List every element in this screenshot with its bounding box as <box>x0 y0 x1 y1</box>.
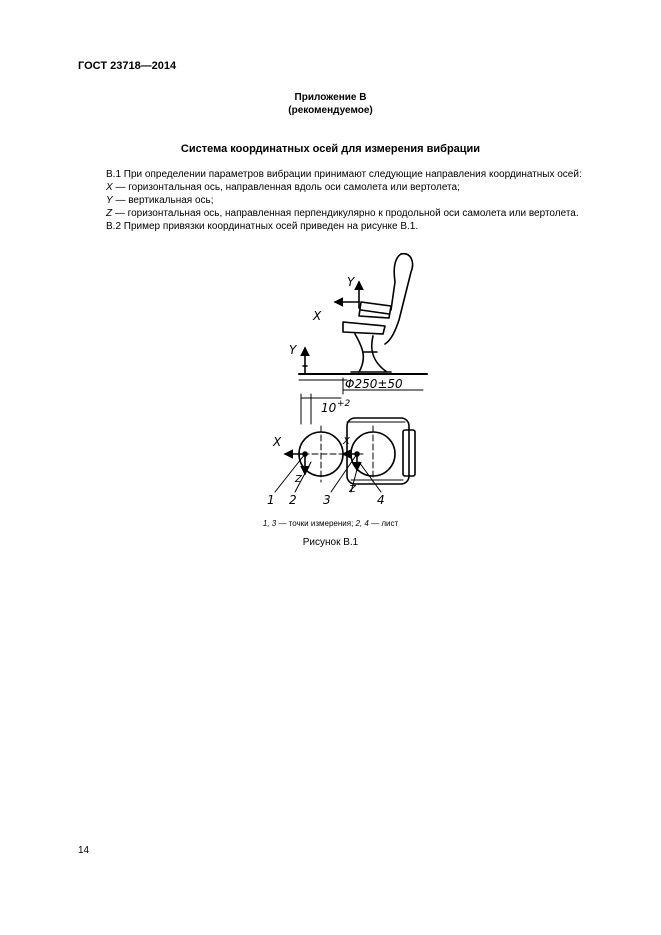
callout-2: 2 <box>289 493 297 507</box>
seat-plan-outline <box>347 418 409 484</box>
label-x-left: X <box>273 435 282 449</box>
caption-points: 1, 3 <box>262 519 277 528</box>
label-y-top: Y <box>347 275 355 289</box>
label-z-left: Z <box>295 474 302 485</box>
z-axis-text: — горизонтальная ось, направленная перпендикулярно к продольной оси самолета или вертолета. <box>112 208 579 219</box>
y-axis-text: — вертикальная ось; <box>112 195 214 206</box>
annex-title: Приложение В <box>294 92 367 103</box>
callout-3: 3 <box>323 493 331 507</box>
body-text <box>106 168 582 233</box>
label-z-right: Z <box>349 484 356 495</box>
section-title: Система координатных осей для измерения вибрации <box>180 143 481 155</box>
paragraph-b2: В.2 Пример привязки координатных осей приведен на рисунке В.1. <box>106 221 419 232</box>
annex-status: (рекомендуемое) <box>288 105 373 116</box>
label-dim-diameter: Φ250±50 <box>345 377 403 391</box>
paragraph-x-axis <box>106 181 582 194</box>
label-dim-offset: 10 <box>321 401 337 415</box>
label-y-mid: Y <box>289 343 297 357</box>
annex-heading <box>0 91 661 117</box>
seat-armrest <box>343 322 385 334</box>
figure-title: Рисунок В.1 <box>302 537 359 548</box>
page-number: 14 <box>78 845 90 856</box>
y-symbol: Y <box>106 195 113 206</box>
caption-text-1: — точки измерения; <box>276 519 356 528</box>
paragraph-y-axis <box>106 194 582 207</box>
caption-sheet: 2, 4 <box>355 519 369 528</box>
label-x-top: X <box>313 309 322 323</box>
paragraph-z-axis <box>106 207 582 220</box>
seat-backrest <box>385 254 413 344</box>
seat-legs <box>351 334 391 372</box>
label-dim-offset-tol: +2 <box>337 399 351 409</box>
label-x-right: X <box>343 436 350 447</box>
figure-caption <box>0 519 661 528</box>
callout-1: 1 <box>267 493 275 507</box>
x-symbol: X <box>106 182 113 193</box>
callout-4: 4 <box>377 493 385 507</box>
figure-seat-axes-drawing <box>255 248 435 508</box>
z-symbol: Z <box>106 208 113 219</box>
paragraph-b1: В.1 При определении параметров вибрации принимают следующие направления координатных осей: <box>106 169 582 180</box>
document-code: ГОСТ 23718—2014 <box>78 60 177 72</box>
x-axis-text: — горизонтальная ось, направленная вдоль оси самолета или вертолета; <box>112 182 460 193</box>
caption-text-2: — лист <box>368 519 399 528</box>
